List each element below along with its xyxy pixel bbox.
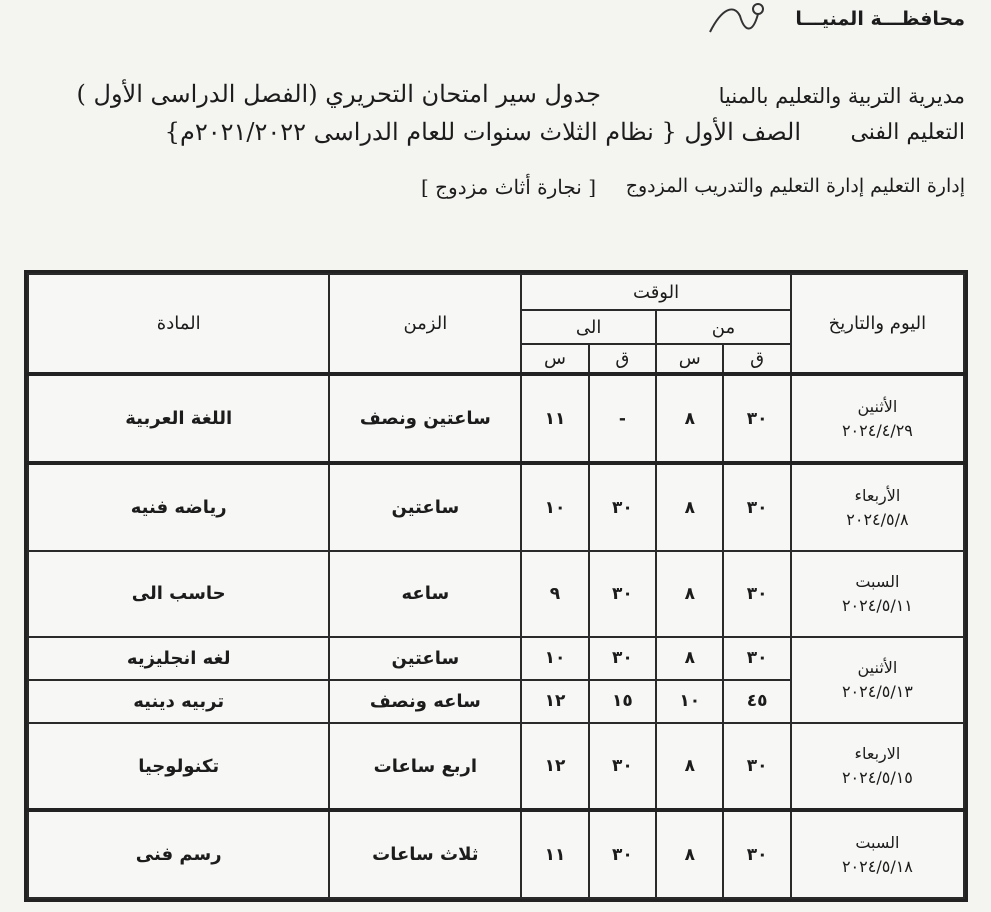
day-label: الأربعاء bbox=[854, 485, 901, 505]
subject-cell: رياضه فنيه bbox=[28, 463, 329, 551]
header-time: الوقت bbox=[521, 274, 791, 310]
header-to-minute: ق bbox=[589, 344, 656, 374]
subject-cell: اللغة العربية bbox=[28, 374, 329, 463]
day-date-cell bbox=[791, 374, 964, 463]
specialization-label: [ نجارة أثاث مزدوج ] bbox=[420, 175, 596, 199]
header-subject: المادة bbox=[28, 274, 329, 374]
day-label: الاربعاء bbox=[854, 744, 901, 763]
to-hour-cell: ١٠ bbox=[521, 637, 588, 680]
duration-cell: ثلاث ساعات bbox=[329, 810, 521, 898]
from-hour-cell: ٨ bbox=[656, 637, 723, 680]
header-from-hour: س bbox=[656, 344, 723, 374]
subject-cell: تكنولوجيا bbox=[28, 723, 329, 811]
day-label: الأثنين bbox=[857, 657, 898, 677]
day-date-cell bbox=[791, 637, 964, 723]
table-row bbox=[28, 637, 964, 680]
date-label: ٢٠٢٤/٥/١٨ bbox=[841, 856, 913, 876]
day-date-cell bbox=[791, 463, 964, 551]
to-minute-cell: ٣٠ bbox=[589, 810, 656, 898]
day-date-cell bbox=[791, 723, 964, 811]
to-minute-cell: ٣٠ bbox=[589, 723, 656, 811]
header-day-date: اليوم والتاريخ bbox=[791, 274, 964, 374]
grade-system-label: الصف الأول { نظام الثلاث سنوات للعام الدراسى ٢٠٢١/٢٠٢٢م} bbox=[164, 118, 801, 146]
subject-cell: تربيه دينيه bbox=[28, 680, 329, 723]
from-minute-cell: ٣٠ bbox=[723, 637, 790, 680]
to-hour-cell: ١٠ bbox=[521, 463, 588, 551]
duration-cell: ساعه ونصف bbox=[329, 680, 521, 723]
from-minute-cell: ٣٠ bbox=[723, 723, 790, 811]
duration-cell: ساعتين bbox=[329, 637, 521, 680]
table-row bbox=[28, 551, 964, 637]
from-minute-cell: ٣٠ bbox=[723, 463, 790, 551]
date-label: ٢٠٢٤/٤/٢٩ bbox=[841, 420, 913, 440]
day-date-cell bbox=[791, 810, 964, 898]
from-minute-cell: ٣٠ bbox=[723, 374, 790, 463]
duration-cell: اربع ساعات bbox=[329, 723, 521, 811]
handwritten-mark bbox=[700, 0, 770, 50]
day-label: السبت bbox=[855, 571, 900, 591]
to-minute-cell: ٣٠ bbox=[589, 551, 656, 637]
date-label: ٢٠٢٤/٥/١١ bbox=[841, 595, 913, 615]
to-minute-cell: ٣٠ bbox=[589, 637, 656, 680]
day-date-cell bbox=[791, 551, 964, 637]
table-row bbox=[28, 374, 964, 463]
header-duration: الزمن bbox=[329, 274, 521, 374]
day-label: السبت bbox=[855, 832, 900, 852]
to-hour-cell: ١٢ bbox=[521, 680, 588, 723]
from-hour-cell: ١٠ bbox=[656, 680, 723, 723]
subject-cell: حاسب الى bbox=[28, 551, 329, 637]
date-label: ٢٠٢٤/٥/٨ bbox=[846, 509, 909, 529]
schedule-title: جدول سير امتحان التحريري (الفصل الدراسى الأول ) bbox=[76, 80, 601, 108]
governorate-label: محافظـــة المنيـــا bbox=[795, 8, 965, 30]
from-hour-cell: ٨ bbox=[656, 463, 723, 551]
table-row bbox=[28, 463, 964, 551]
duration-cell: ساعه bbox=[329, 551, 521, 637]
to-hour-cell: ٩ bbox=[521, 551, 588, 637]
to-minute-cell: ٣٠ bbox=[589, 463, 656, 551]
to-minute-cell: - bbox=[589, 374, 656, 463]
to-minute-cell: ١٥ bbox=[589, 680, 656, 723]
header-from: من bbox=[656, 310, 791, 344]
from-minute-cell: ٣٠ bbox=[723, 551, 790, 637]
from-minute-cell: ٤٥ bbox=[723, 680, 790, 723]
header-from-minute: ق bbox=[723, 344, 790, 374]
duration-cell: ساعتين bbox=[329, 463, 521, 551]
subject-cell: لغه انجليزيه bbox=[28, 637, 329, 680]
header-to-hour: س bbox=[521, 344, 588, 374]
directorate-label: مديرية التربية والتعليم بالمنيا bbox=[718, 84, 965, 108]
exam-schedule-table bbox=[24, 270, 968, 902]
to-hour-cell: ١١ bbox=[521, 374, 588, 463]
from-hour-cell: ٨ bbox=[656, 551, 723, 637]
education-type-label: التعليم الفنى bbox=[850, 120, 965, 145]
duration-cell: ساعتين ونصف bbox=[329, 374, 521, 463]
header-to: الى bbox=[521, 310, 656, 344]
date-label: ٢٠٢٤/٥/١٣ bbox=[841, 681, 913, 701]
management-label: إدارة التعليم إدارة التعليم والتدريب المزدوج bbox=[625, 175, 965, 197]
table-row bbox=[28, 723, 964, 811]
table-row bbox=[28, 810, 964, 898]
from-hour-cell: ٨ bbox=[656, 810, 723, 898]
day-label: الأثنين bbox=[857, 396, 898, 416]
from-hour-cell: ٨ bbox=[656, 374, 723, 463]
from-minute-cell: ٣٠ bbox=[723, 810, 790, 898]
date-label: ٢٠٢٤/٥/١٥ bbox=[841, 768, 913, 787]
from-hour-cell: ٨ bbox=[656, 723, 723, 811]
to-hour-cell: ١٢ bbox=[521, 723, 588, 811]
to-hour-cell: ١١ bbox=[521, 810, 588, 898]
subject-cell: رسم فنى bbox=[28, 810, 329, 898]
